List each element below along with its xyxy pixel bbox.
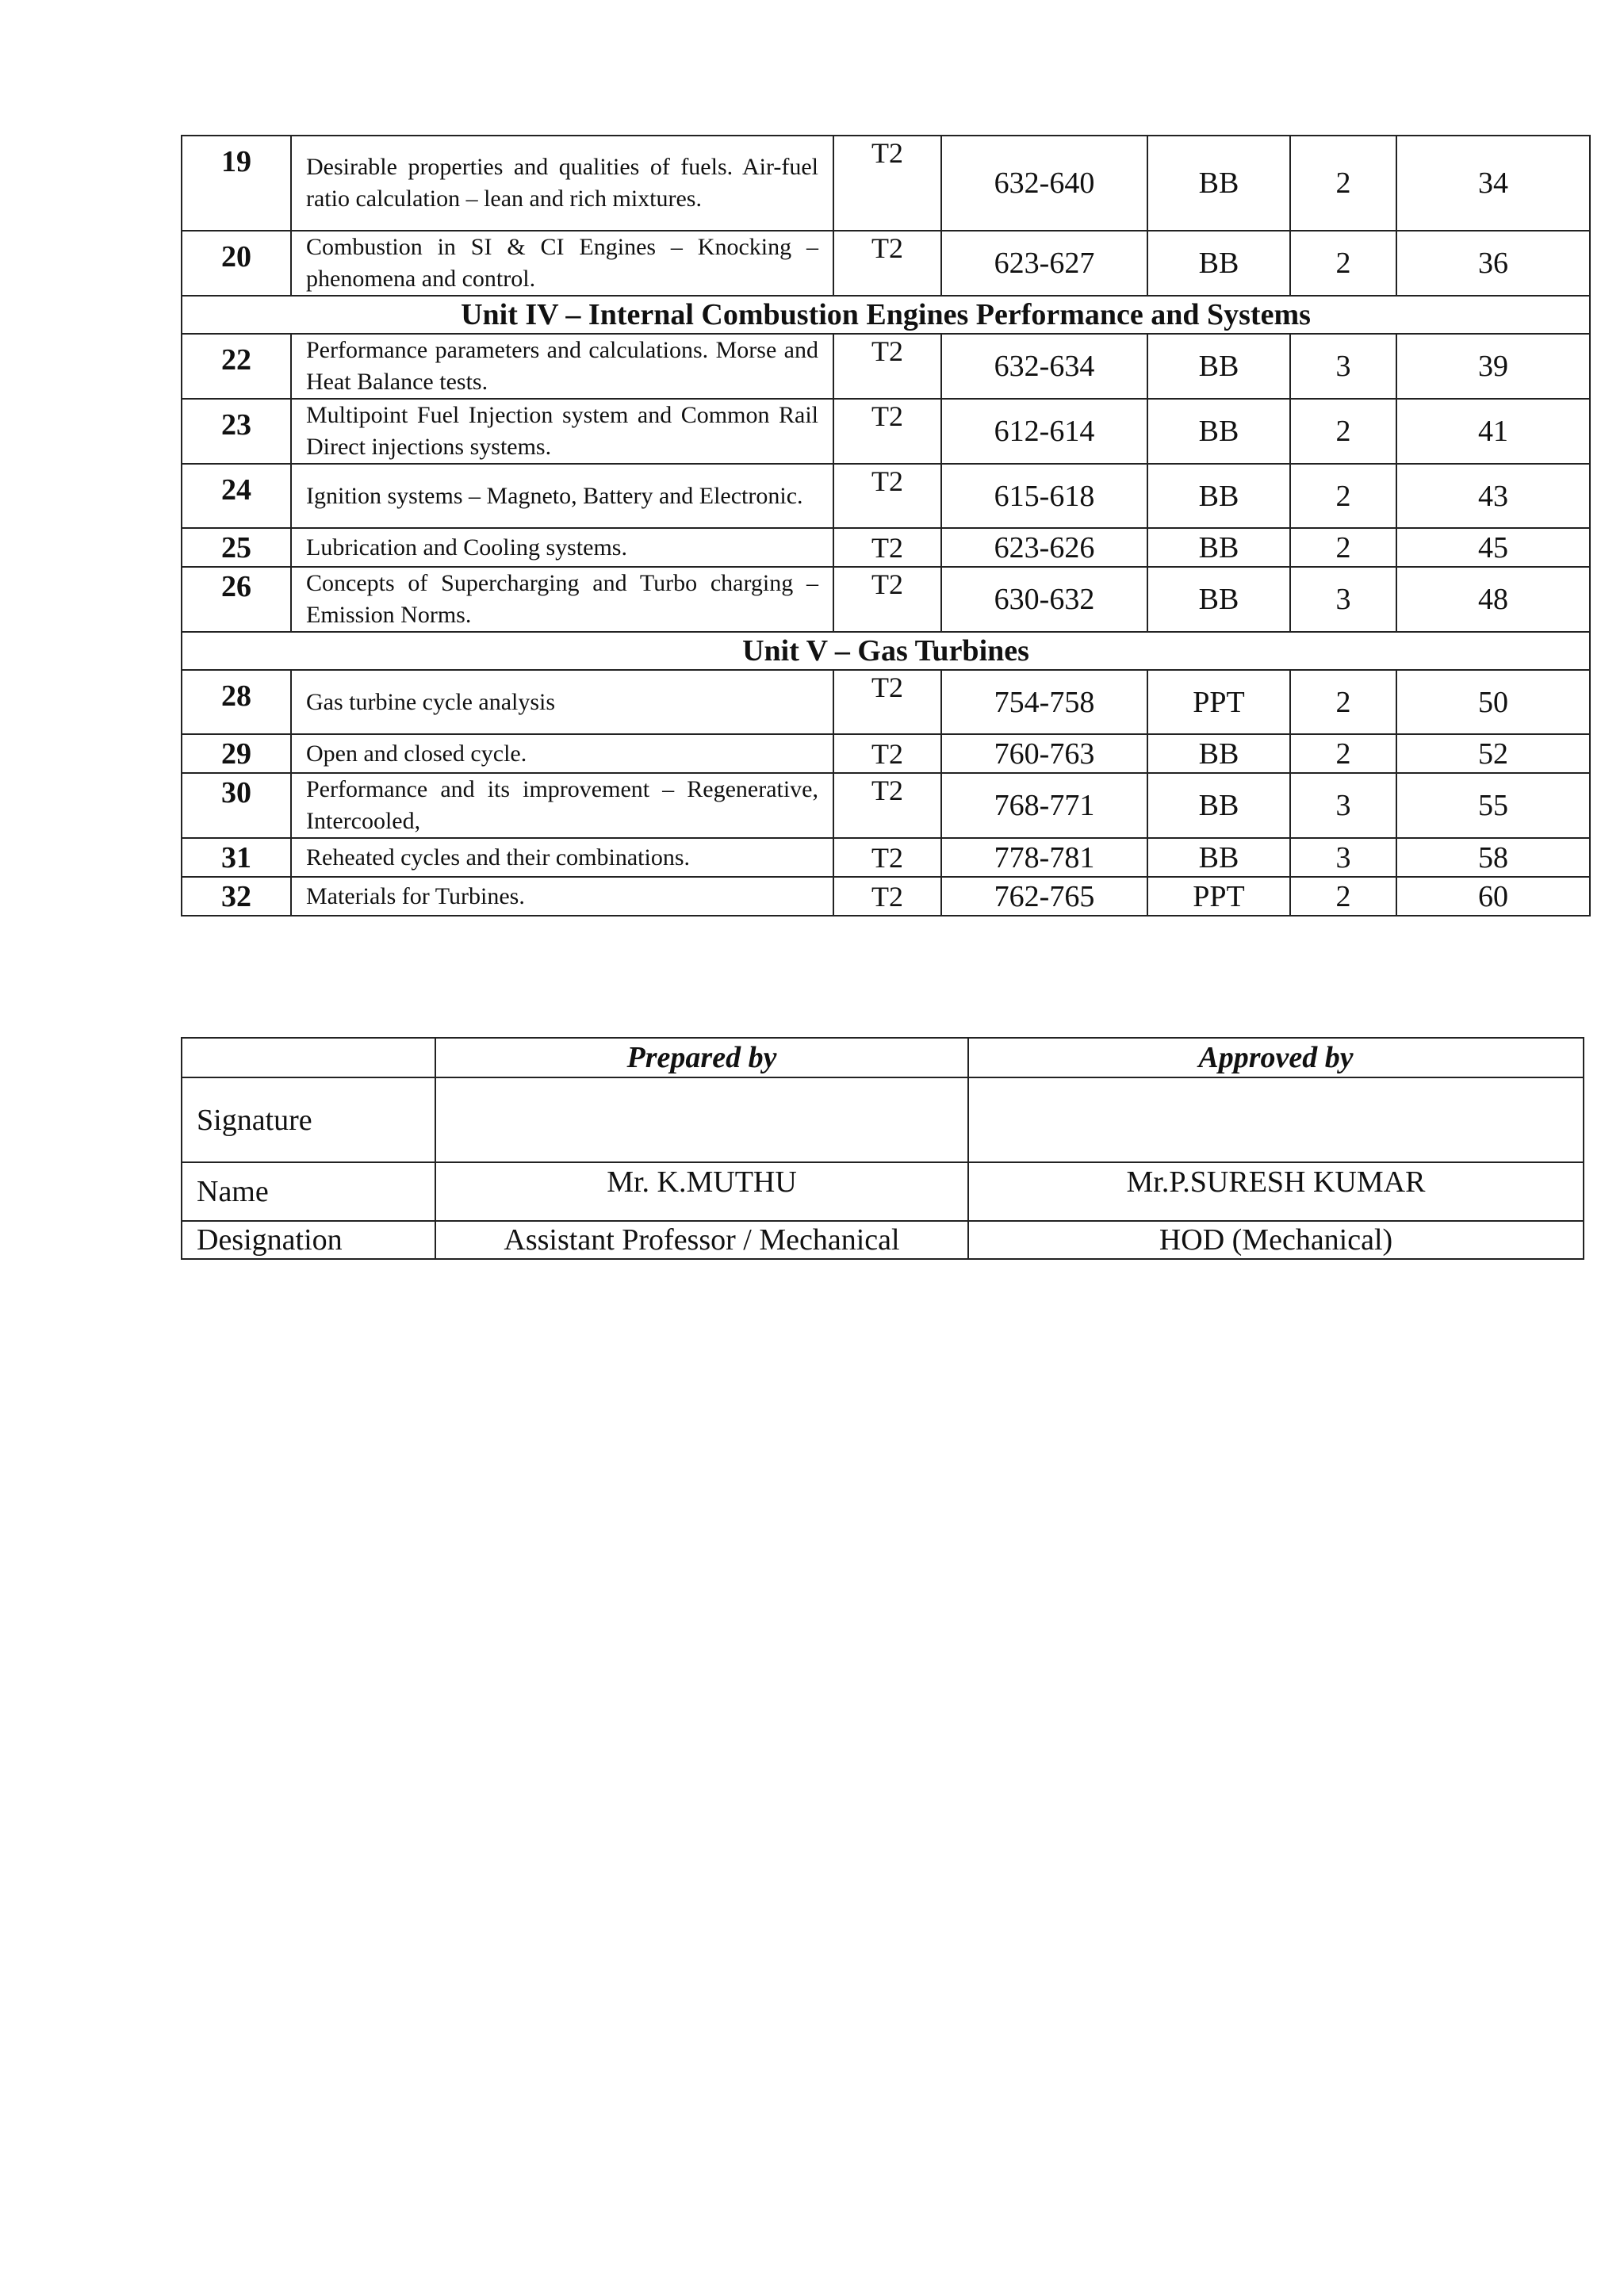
page-range: 612-614: [941, 399, 1147, 464]
page-range: 630-632: [941, 567, 1147, 632]
cumulative-hours: 34: [1396, 136, 1590, 231]
lesson-topic: Open and closed cycle.: [291, 734, 833, 773]
lesson-row: [182, 567, 1590, 632]
cumulative-hours: 48: [1396, 567, 1590, 632]
lesson-number: 19: [182, 136, 291, 231]
lesson-row: [182, 734, 1590, 773]
text-book-ref: T2: [833, 528, 941, 567]
lesson-number: 31: [182, 838, 291, 877]
approved-by-header: Approved by: [968, 1038, 1584, 1077]
lesson-number: 30: [182, 773, 291, 838]
page-range: 768-771: [941, 773, 1147, 838]
approved-signature-cell: [968, 1077, 1584, 1162]
unit-title: Unit V – Gas Turbines: [182, 632, 1590, 670]
teaching-method: BB: [1147, 773, 1290, 838]
page-range: 754-758: [941, 670, 1147, 734]
prepared-signature-cell: [435, 1077, 968, 1162]
approved-designation: HOD (Mechanical): [968, 1221, 1584, 1259]
lesson-row: [182, 877, 1590, 916]
lesson-number: 29: [182, 734, 291, 773]
hours: 3: [1290, 838, 1396, 877]
teaching-method: BB: [1147, 136, 1290, 231]
lesson-plan-body: [182, 136, 1590, 916]
signature-row: [182, 1077, 1584, 1162]
text-book-ref: T2: [833, 567, 941, 632]
lesson-topic: Materials for Turbines.: [291, 877, 833, 916]
teaching-method: BB: [1147, 567, 1290, 632]
name-label: Name: [182, 1162, 435, 1221]
lesson-topic: Lubrication and Cooling systems.: [291, 528, 833, 567]
lesson-topic: Ignition systems – Magneto, Battery and Electronic.: [291, 464, 833, 528]
text-book-ref: T2: [833, 670, 941, 734]
lesson-row: [182, 528, 1590, 567]
lesson-row: [182, 670, 1590, 734]
cumulative-hours: 36: [1396, 231, 1590, 296]
hours: 2: [1290, 464, 1396, 528]
cumulative-hours: 39: [1396, 334, 1590, 399]
lesson-topic: Reheated cycles and their combinations.: [291, 838, 833, 877]
unit-title: Unit IV – Internal Combustion Engines Performance and Systems: [182, 296, 1590, 334]
teaching-method: BB: [1147, 231, 1290, 296]
lesson-row: [182, 464, 1590, 528]
cumulative-hours: 50: [1396, 670, 1590, 734]
page-range: 762-765: [941, 877, 1147, 916]
lesson-number: 24: [182, 464, 291, 528]
hours: 2: [1290, 136, 1396, 231]
unit-header-row: [182, 296, 1590, 334]
hours: 3: [1290, 773, 1396, 838]
text-book-ref: T2: [833, 334, 941, 399]
lesson-row: [182, 838, 1590, 877]
teaching-method: BB: [1147, 734, 1290, 773]
lesson-topic: Multipoint Fuel Injection system and Common Rail Direct injections systems.: [291, 399, 833, 464]
hours: 3: [1290, 334, 1396, 399]
hours: 2: [1290, 231, 1396, 296]
page-range: 632-634: [941, 334, 1147, 399]
cumulative-hours: 60: [1396, 877, 1590, 916]
lesson-row: [182, 773, 1590, 838]
name-row: [182, 1162, 1584, 1221]
hours: 2: [1290, 528, 1396, 567]
page-range: 615-618: [941, 464, 1147, 528]
signoff-body: [182, 1038, 1584, 1259]
hours: 3: [1290, 567, 1396, 632]
teaching-method: BB: [1147, 528, 1290, 567]
cumulative-hours: 41: [1396, 399, 1590, 464]
page-range: 760-763: [941, 734, 1147, 773]
lesson-number: 32: [182, 877, 291, 916]
lesson-row: [182, 231, 1590, 296]
cumulative-hours: 58: [1396, 838, 1590, 877]
signoff-corner-cell: [182, 1038, 435, 1077]
prepared-designation: Assistant Professor / Mechanical: [435, 1221, 968, 1259]
teaching-method: PPT: [1147, 877, 1290, 916]
designation-label: Designation: [182, 1221, 435, 1259]
lesson-number: 23: [182, 399, 291, 464]
approved-name: Mr.P.SURESH KUMAR: [968, 1162, 1584, 1221]
prepared-name: Mr. K.MUTHU: [435, 1162, 968, 1221]
cumulative-hours: 52: [1396, 734, 1590, 773]
lesson-row: [182, 136, 1590, 231]
text-book-ref: T2: [833, 838, 941, 877]
text-book-ref: T2: [833, 734, 941, 773]
teaching-method: PPT: [1147, 670, 1290, 734]
lesson-topic: Performance parameters and calculations. Morse and Heat Balance tests.: [291, 334, 833, 399]
teaching-method: BB: [1147, 334, 1290, 399]
signoff-header-row: [182, 1038, 1584, 1077]
page-range: 623-627: [941, 231, 1147, 296]
signoff-table: [181, 1037, 1584, 1260]
lesson-topic: Desirable properties and qualities of fuels. Air-fuel ratio calculation – lean and rich mixtures.: [291, 136, 833, 231]
lesson-number: 25: [182, 528, 291, 567]
lesson-topic: Performance and its improvement – Regenerative, Intercooled,: [291, 773, 833, 838]
hours: 2: [1290, 734, 1396, 773]
lesson-topic: Combustion in SI & CI Engines – Knocking – phenomena and control.: [291, 231, 833, 296]
page-range: 632-640: [941, 136, 1147, 231]
teaching-method: BB: [1147, 838, 1290, 877]
cumulative-hours: 43: [1396, 464, 1590, 528]
lesson-number: 28: [182, 670, 291, 734]
text-book-ref: T2: [833, 399, 941, 464]
lesson-topic: Gas turbine cycle analysis: [291, 670, 833, 734]
lesson-number: 26: [182, 567, 291, 632]
teaching-method: BB: [1147, 464, 1290, 528]
hours: 2: [1290, 877, 1396, 916]
lesson-topic: Concepts of Supercharging and Turbo charging – Emission Norms.: [291, 567, 833, 632]
text-book-ref: T2: [833, 231, 941, 296]
teaching-method: BB: [1147, 399, 1290, 464]
cumulative-hours: 55: [1396, 773, 1590, 838]
text-book-ref: T2: [833, 464, 941, 528]
text-book-ref: T2: [833, 773, 941, 838]
lesson-row: [182, 334, 1590, 399]
hours: 2: [1290, 670, 1396, 734]
text-book-ref: T2: [833, 136, 941, 231]
hours: 2: [1290, 399, 1396, 464]
text-book-ref: T2: [833, 877, 941, 916]
prepared-by-header: Prepared by: [435, 1038, 968, 1077]
cumulative-hours: 45: [1396, 528, 1590, 567]
page-range: 778-781: [941, 838, 1147, 877]
signature-label: Signature: [182, 1077, 435, 1162]
designation-row: [182, 1221, 1584, 1259]
lesson-plan-table: [181, 135, 1591, 916]
unit-header-row: [182, 632, 1590, 670]
lesson-row: [182, 399, 1590, 464]
lesson-number: 20: [182, 231, 291, 296]
lesson-number: 22: [182, 334, 291, 399]
page-range: 623-626: [941, 528, 1147, 567]
